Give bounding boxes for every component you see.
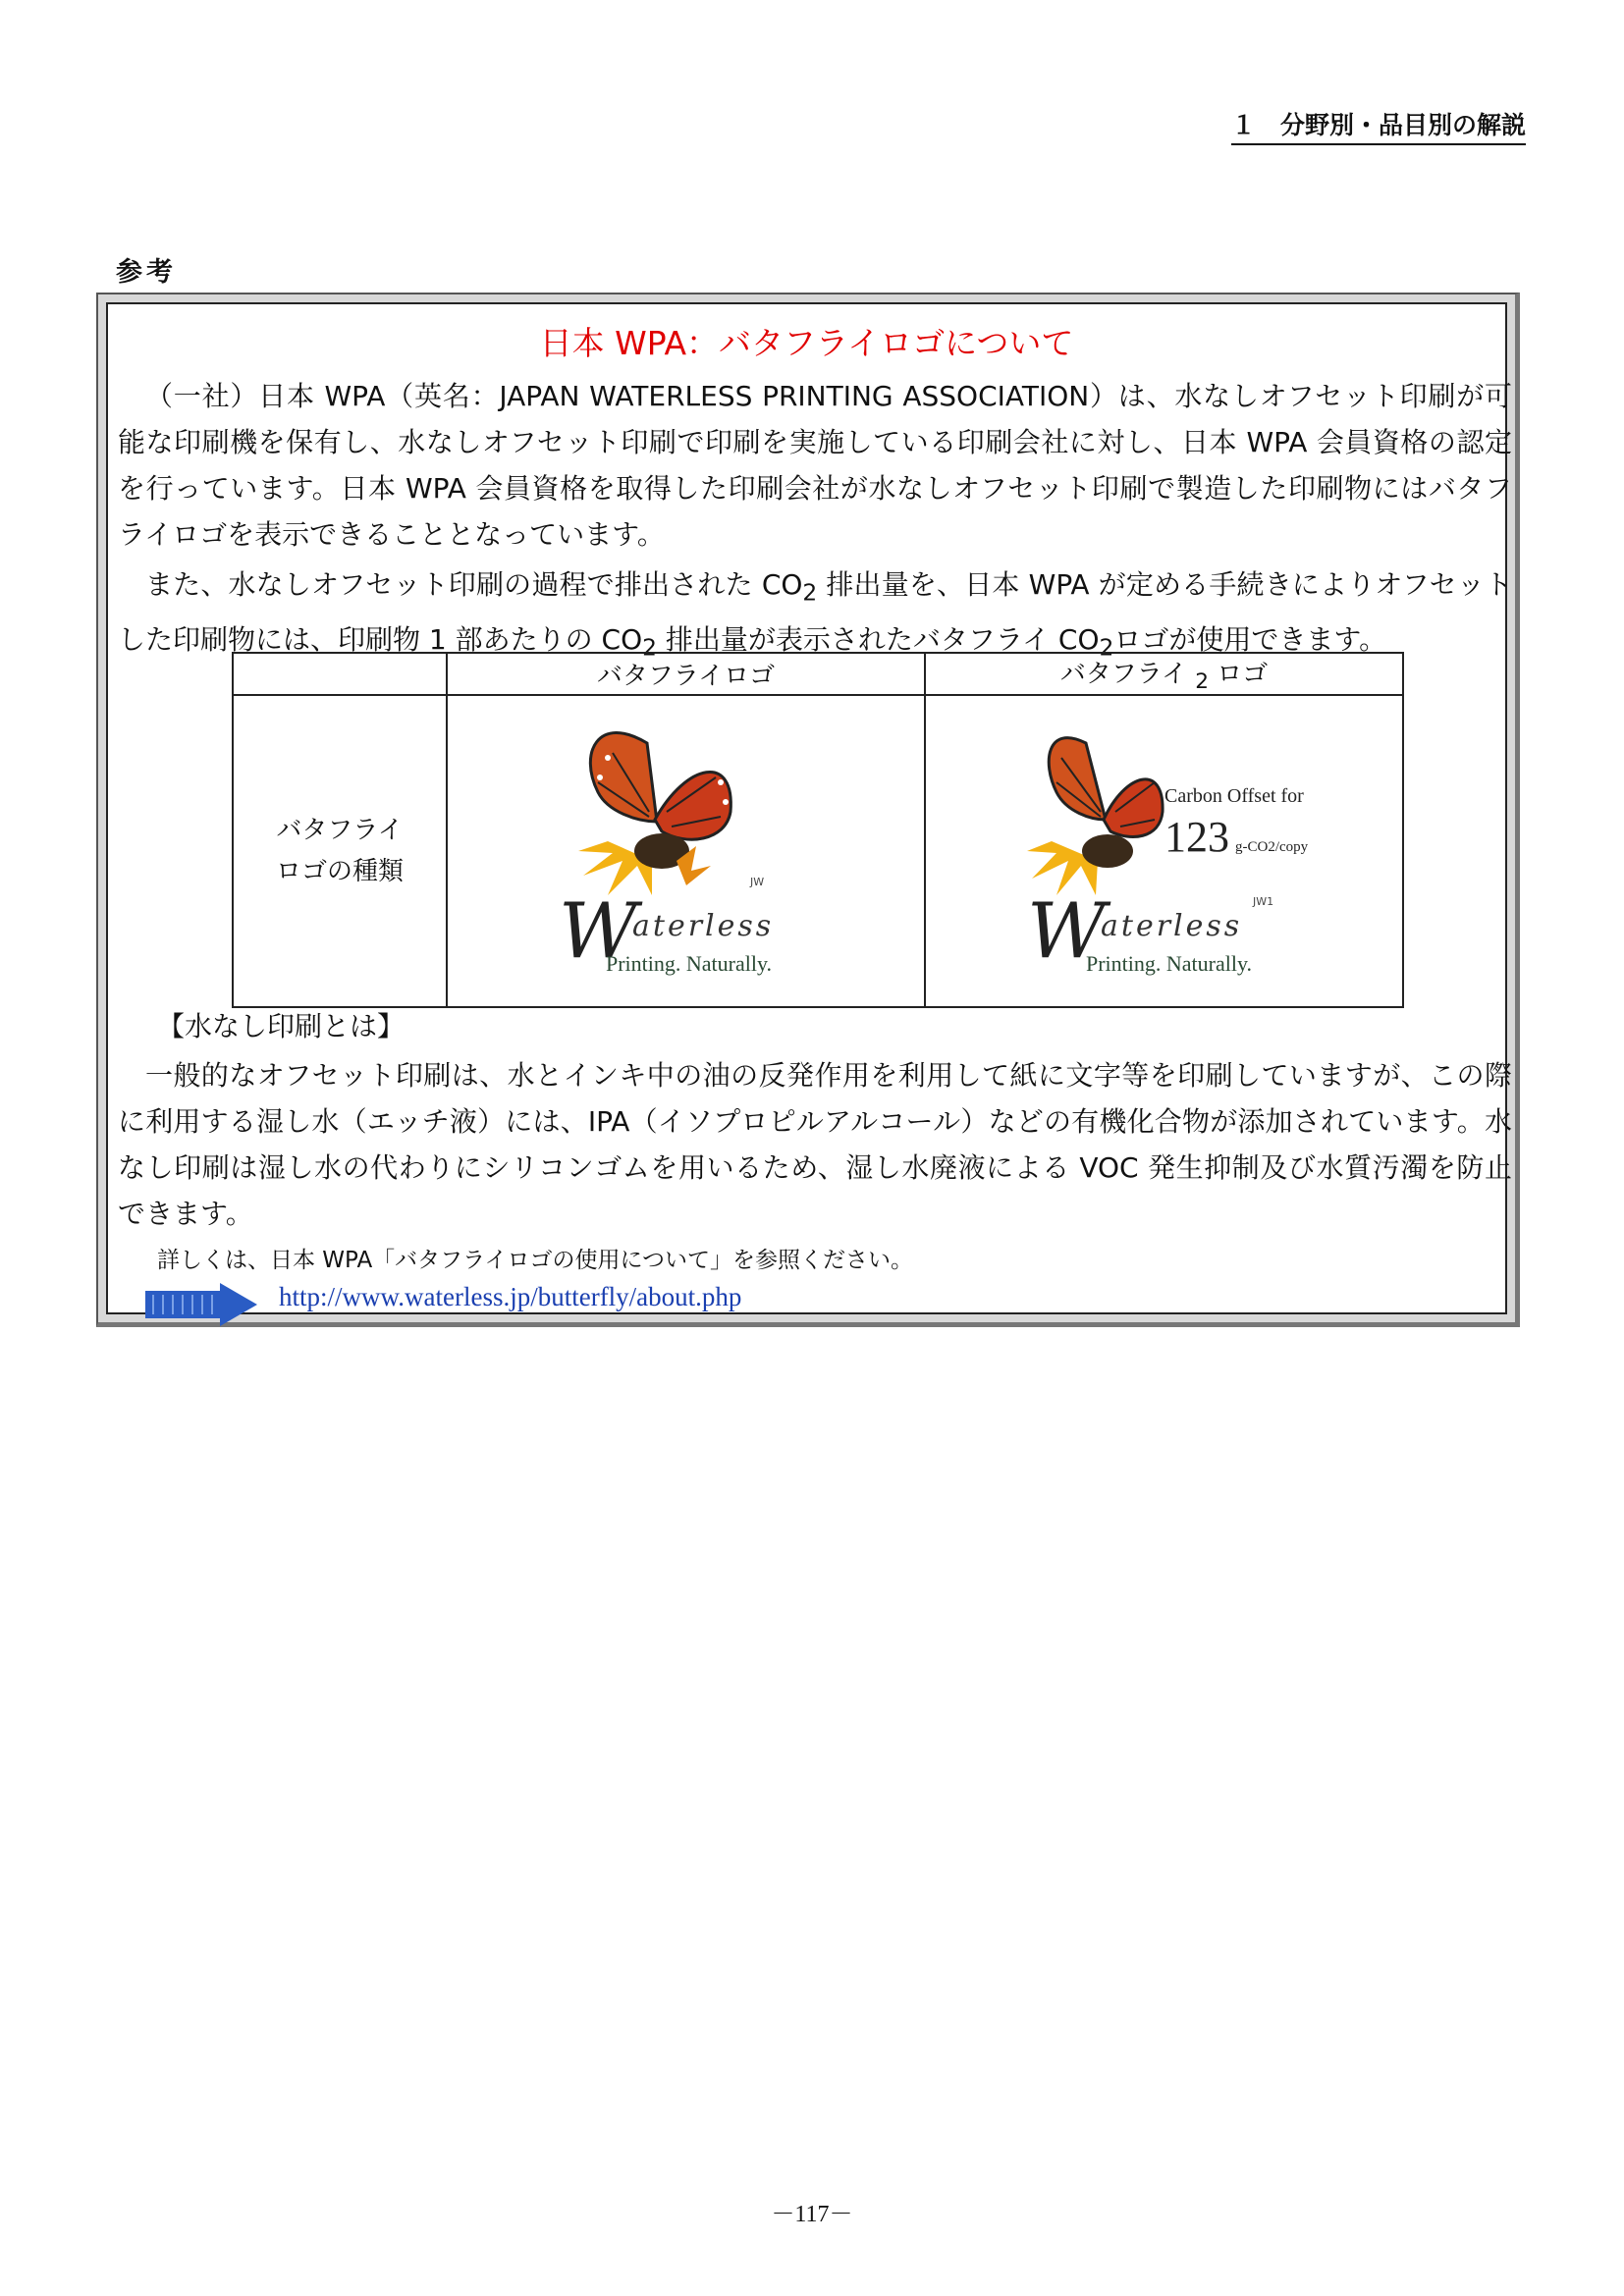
butterfly-icon	[1049, 738, 1163, 837]
table-header-row	[233, 653, 1403, 695]
page-number: －117－	[771, 2202, 853, 2227]
co2-subscript: 2	[802, 578, 818, 607]
para2-text-c: 排出量が表示されたバタフライ CO	[656, 622, 1100, 656]
reference-note: 詳しくは、日本 WPA「バタフライロゴの使用について」を参照ください。	[157, 1248, 914, 1273]
co2-subscript: 2	[642, 633, 657, 662]
col-header-co2-logo	[925, 653, 1403, 695]
para2-text-d: ロゴが使用できます。	[1113, 622, 1387, 656]
col-header-butterfly-logo: バタフライロゴ	[447, 653, 925, 695]
logo-tagline: Printing. Naturally.	[605, 951, 772, 977]
butterfly-icon	[590, 733, 731, 840]
flower-icon	[1027, 834, 1133, 895]
reference-box-inner	[106, 302, 1512, 1314]
col2-header-subscript: 2	[1195, 669, 1209, 695]
waterless-initial: W	[1026, 887, 1106, 977]
carbon-unit: g-CO2/copy	[1234, 839, 1308, 856]
jw-mark: JW1	[1252, 895, 1273, 909]
jw-mark: JW	[749, 876, 764, 889]
butterfly-logo-image	[539, 704, 834, 998]
row-header-logo-types	[233, 695, 447, 1007]
flower-icon	[578, 833, 711, 895]
carbon-offset-label: Carbon Offset for	[1164, 785, 1304, 808]
chapter-heading: １ 分野別・品目別の解説	[1231, 106, 1526, 145]
table-row	[233, 695, 1403, 1007]
waterless-wordmark: aterless	[1100, 909, 1242, 944]
table-corner-cell	[233, 653, 447, 695]
col2-header-text-a: バタフライ	[1059, 660, 1196, 689]
para2-text-a: また、水なしオフセット印刷の過程で排出された CO	[145, 568, 803, 601]
reference-label: 参考	[116, 257, 177, 288]
co2-subscript: 2	[1099, 633, 1114, 662]
col2-header-text-b: ロゴ	[1209, 660, 1269, 689]
co2-butterfly-logo-image	[1017, 704, 1312, 998]
arrow-right-icon	[143, 1283, 261, 1326]
waterless-link[interactable]: http://www.waterless.jp/butterfly/about.php	[279, 1282, 742, 1311]
para2-text-b: 排出量を、日本 WPA が定める手続きによりオフセットした印刷物には、印刷物 1 部あたりの CO	[118, 568, 1512, 656]
logo-tagline: Printing. Naturally.	[1085, 951, 1252, 977]
butterfly-logo-cell	[447, 695, 925, 1007]
waterless-initial: W	[558, 887, 637, 977]
waterless-wordmark: aterless	[631, 909, 774, 944]
logo-table	[232, 652, 1404, 1008]
co2-logo-cell	[925, 695, 1403, 1007]
paragraph-waterless-printing: 一般的なオフセット印刷は、水とインキ中の油の反発作用を利用して紙に文字等を印刷していますが、この際に利用する湿し水（エッチ液）には、IPA（イソプロピルアルコール）などの有機化合物が添加されています。水なし印刷は湿し水の代わりにシリコンゴムを用いるため、湿し水廃液による VOC 発生抑制及び水質汚濁を防止できます。	[118, 1059, 1512, 1230]
reference-box	[96, 293, 1520, 1327]
carbon-amount: 123	[1164, 813, 1229, 862]
box-title: 日本 WPA：バタフライロゴについて	[539, 324, 1074, 362]
section-title-waterless: 【水なし印刷とは】	[157, 1010, 406, 1042]
paragraph-about-wpa: （一社）日本 WPA（英名：JAPAN WATERLESS PRINTING ASSOCIATION）は、水なしオフセット印刷が可能な印刷機を保有し、水なしオフセット印刷で印刷を実施している印刷会社に対し、日本 WPA 会員資格の認定を行っています。日本 WPA 会員資格を取得した印刷会社が水なしオフセット印刷で製造した印刷物にはバタフライロゴを表示できることとなっています。	[118, 380, 1512, 551]
row-header-text: バタフライロゴの種類	[275, 816, 404, 887]
